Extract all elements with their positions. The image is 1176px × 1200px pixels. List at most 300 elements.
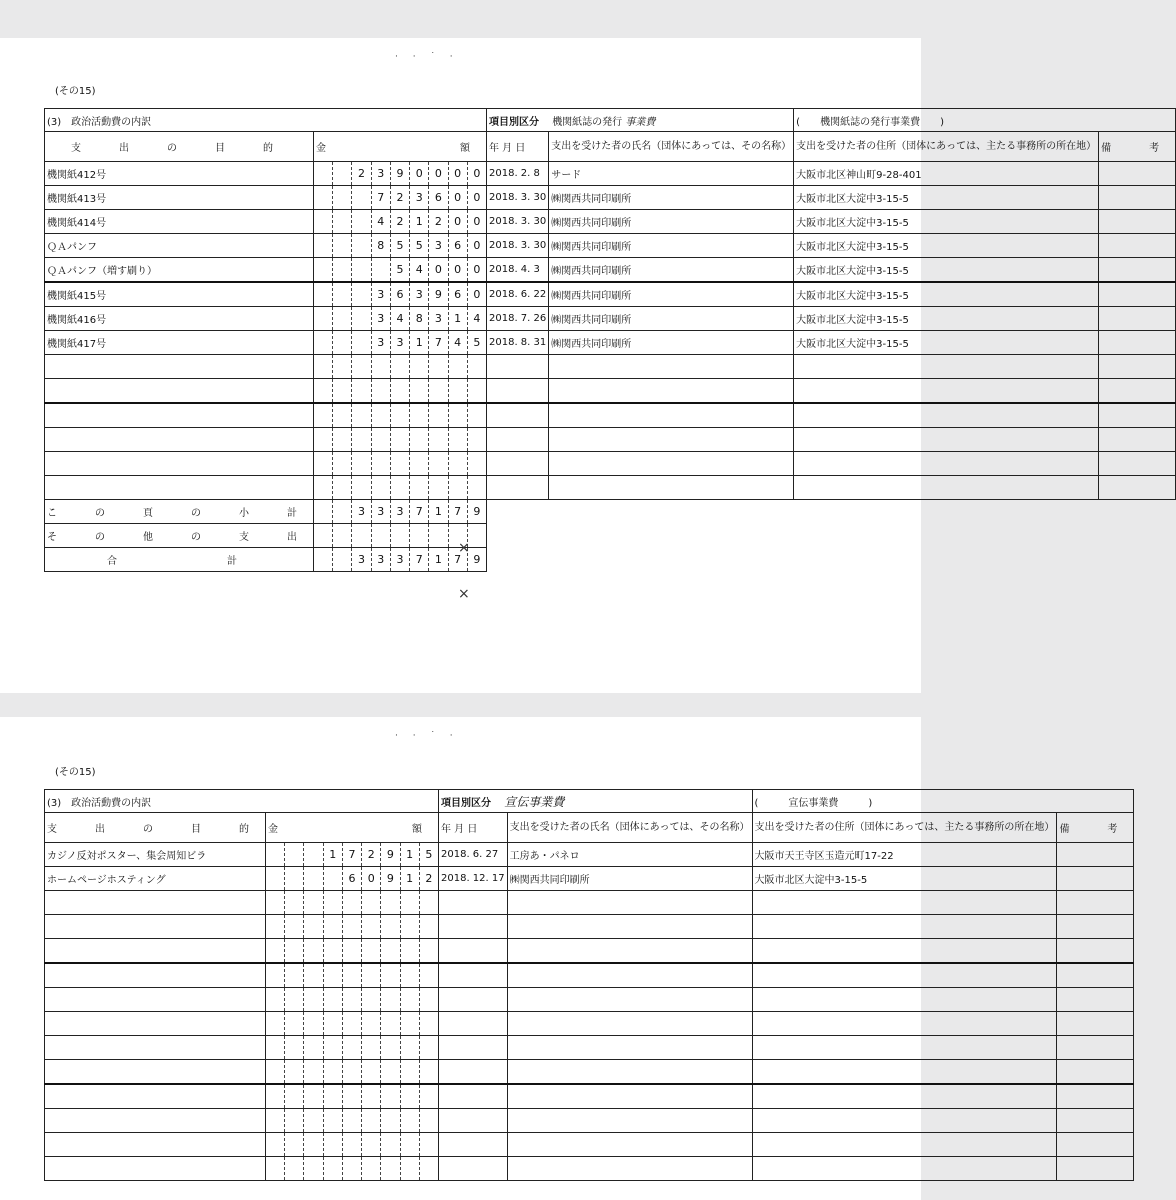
remarks-cell (1057, 939, 1134, 964)
remarks-cell (1099, 428, 1176, 452)
digit-box: 0 (467, 210, 486, 233)
digit-box (266, 1060, 284, 1083)
digit-box (314, 379, 332, 402)
purpose-cell (45, 1133, 266, 1157)
date-cell (487, 403, 549, 428)
payee-cell: 工房あ・パネロ (507, 843, 752, 867)
remarks-cell (1057, 1109, 1134, 1133)
form-page-2 (0, 717, 1132, 1200)
digit-box (266, 939, 284, 962)
amount-cell (266, 1060, 439, 1085)
purpose-cell (45, 1012, 266, 1036)
payee-cell: ㈱関西共同印刷所 (549, 258, 794, 283)
amount-digits (314, 452, 486, 475)
digit-box: 9 (390, 162, 409, 185)
digit-box (351, 234, 370, 257)
category-paren: ( 宣伝事業費 ) (752, 790, 1134, 813)
purpose-cell: ＱＡパンフ (45, 234, 314, 258)
digit-box (266, 1012, 284, 1035)
digit-box (342, 891, 361, 914)
digit-box: 6 (390, 283, 409, 306)
remarks-cell (1057, 1036, 1134, 1060)
amount-cell (266, 1036, 439, 1060)
digit-box (314, 548, 332, 571)
purpose-cell (45, 1060, 266, 1085)
payee-cell (507, 988, 752, 1012)
date-cell (439, 891, 508, 915)
remarks-cell (1057, 1133, 1134, 1157)
date-cell: 2018. 8. 31 (487, 331, 549, 355)
table-row (45, 476, 1176, 500)
digit-box: 1 (428, 548, 447, 571)
digit-box (323, 1085, 342, 1108)
digit-box: 1 (323, 843, 342, 866)
remarks-cell (1099, 331, 1176, 355)
payee-cell (507, 915, 752, 939)
digit-box (284, 964, 303, 987)
date-cell: 2018. 3. 30 (487, 210, 549, 234)
total-row (45, 548, 1176, 572)
table-row (45, 307, 1176, 331)
amount-cell (266, 939, 439, 964)
digit-box (332, 524, 351, 547)
amount-cell (314, 355, 487, 379)
digit-box (323, 891, 342, 914)
payee-cell (507, 891, 752, 915)
date-cell (439, 1060, 508, 1085)
purpose-cell: 機関紙416号 (45, 307, 314, 331)
digit-box: 4 (390, 307, 409, 330)
category-cell (439, 790, 753, 813)
digit-box (303, 891, 322, 914)
digit-box (400, 915, 419, 938)
digit-box: 0 (409, 162, 428, 185)
digit-box (284, 1060, 303, 1083)
digit-box (332, 476, 351, 499)
amount-cell (314, 452, 487, 476)
amount-digits (266, 1012, 438, 1035)
digit-box (428, 476, 447, 499)
header-address: 支出を受けた者の住所（団体にあっては、主たる事務所の所在地） (794, 132, 1099, 162)
digit-box (342, 1060, 361, 1083)
amount-digits (314, 283, 486, 306)
address-cell (794, 476, 1099, 500)
amount-cell (266, 1133, 439, 1157)
digit-box (284, 1109, 303, 1132)
remarks-cell (1099, 355, 1176, 379)
summary-label: 合 計 (45, 548, 314, 572)
digit-box: 8 (409, 307, 428, 330)
amount-cell (266, 1084, 439, 1109)
date-cell: 2018. 4. 3 (487, 258, 549, 283)
purpose-cell (45, 452, 314, 476)
amount-digits (266, 939, 438, 962)
digit-box: 1 (428, 500, 447, 523)
digit-box: 3 (390, 331, 409, 354)
address-cell (752, 1157, 1057, 1181)
digit-box (390, 524, 409, 547)
digit-box (284, 1157, 303, 1180)
purpose-cell (45, 939, 266, 964)
digit-box: 5 (409, 234, 428, 257)
table-row (45, 843, 1134, 867)
payee-cell (549, 476, 794, 500)
digit-box (400, 1085, 419, 1108)
header-purpose: 支 出 の 目 的 (45, 132, 314, 162)
remarks-cell (1057, 843, 1134, 867)
digit-box: 6 (342, 867, 361, 890)
amount-cell (266, 867, 439, 891)
x-mark: × (458, 540, 470, 556)
digit-box (342, 1036, 361, 1059)
purpose-cell: 機関紙412号 (45, 162, 314, 186)
digit-box (400, 964, 419, 987)
expense-table-1 (44, 108, 1176, 572)
table-row (45, 1084, 1134, 1109)
digit-box (371, 428, 390, 451)
digit-box (419, 1060, 438, 1083)
digit-box (266, 1133, 284, 1156)
amount-cell (314, 307, 487, 331)
digit-box (266, 1157, 284, 1180)
category-cell (487, 109, 794, 132)
digit-box (332, 331, 351, 354)
date-cell (487, 355, 549, 379)
digit-box (361, 939, 380, 962)
amount-cell (314, 210, 487, 234)
digit-box (323, 867, 342, 890)
digit-box: 4 (409, 258, 428, 281)
digit-box (419, 964, 438, 987)
digit-box: 0 (467, 258, 486, 281)
category-handwritten: 事業費 (625, 116, 656, 128)
digit-box (419, 1157, 438, 1180)
digit-box (351, 524, 370, 547)
category-handwritten: 宣伝事業費 (504, 794, 565, 809)
digit-box (323, 1060, 342, 1083)
amount-cell (314, 234, 487, 258)
purpose-cell (45, 891, 266, 915)
digit-box (303, 1012, 322, 1035)
remarks-cell (1099, 210, 1176, 234)
digit-box (266, 891, 284, 914)
digit-box (284, 1133, 303, 1156)
date-cell (439, 1036, 508, 1060)
digit-box: 9 (428, 283, 447, 306)
digit-box (303, 988, 322, 1011)
purpose-cell (45, 379, 314, 404)
header-date: 年 月 日 (439, 813, 508, 843)
digit-box: 7 (409, 500, 428, 523)
table-row (45, 915, 1134, 939)
digit-box: 3 (371, 307, 390, 330)
digit-box (448, 476, 467, 499)
digit-box (380, 939, 399, 962)
digit-box: 2 (390, 186, 409, 209)
address-cell: 大阪市北区大淀中3-15-5 (794, 307, 1099, 331)
digit-box (419, 988, 438, 1011)
remarks-cell (1099, 476, 1176, 500)
digit-box (380, 1109, 399, 1132)
digit-box (332, 548, 351, 571)
remarks-cell (1099, 234, 1176, 258)
date-cell: 2018. 7. 26 (487, 307, 549, 331)
remarks-cell (1057, 867, 1134, 891)
header-amount: 金 額 (314, 132, 487, 162)
payee-cell (507, 939, 752, 964)
digit-box (314, 331, 332, 354)
digit-box (428, 524, 447, 547)
payee-cell (549, 403, 794, 428)
digit-box (409, 404, 428, 427)
digit-box: 9 (380, 867, 399, 890)
payee-cell (549, 452, 794, 476)
digit-box (371, 476, 390, 499)
purpose-cell: ＱＡパンフ（増す刷り） (45, 258, 314, 283)
header-date: 年 月 日 (487, 132, 549, 162)
digit-box (314, 452, 332, 475)
table-row (45, 1133, 1134, 1157)
digit-box (419, 939, 438, 962)
scan-specks: · · ˙ · (395, 52, 459, 62)
digit-box (342, 915, 361, 938)
address-cell (794, 355, 1099, 379)
amount-cell (266, 891, 439, 915)
date-cell (439, 939, 508, 964)
digit-box (419, 1036, 438, 1059)
date-cell (439, 963, 508, 988)
amount-digits (266, 964, 438, 987)
digit-box (390, 379, 409, 402)
digit-box (284, 1085, 303, 1108)
digit-box (409, 379, 428, 402)
payee-cell: ㈱関西共同印刷所 (549, 307, 794, 331)
digit-box (390, 428, 409, 451)
digit-box (371, 452, 390, 475)
digit-box (380, 988, 399, 1011)
digit-box (342, 1012, 361, 1035)
digit-box (314, 234, 332, 257)
digit-box: 3 (371, 283, 390, 306)
digit-box (342, 1157, 361, 1180)
address-cell (752, 891, 1057, 915)
remarks-cell (1099, 186, 1176, 210)
purpose-cell (45, 1084, 266, 1109)
digit-box (380, 1012, 399, 1035)
remarks-cell (1057, 988, 1134, 1012)
amount-digits (314, 500, 486, 523)
digit-box: 6 (448, 234, 467, 257)
amount-cell (314, 258, 487, 283)
digit-box (332, 404, 351, 427)
date-cell (439, 1012, 508, 1036)
payee-cell: ㈱関西共同印刷所 (549, 210, 794, 234)
date-cell (439, 1157, 508, 1181)
digit-box (419, 1085, 438, 1108)
digit-box: 5 (390, 258, 409, 281)
digit-box: 2 (419, 867, 438, 890)
digit-box (303, 867, 322, 890)
digit-box (266, 843, 284, 866)
digit-box (400, 1157, 419, 1180)
digit-box (448, 428, 467, 451)
table-row (45, 282, 1176, 307)
amount-cell (266, 843, 439, 867)
digit-box (323, 1157, 342, 1180)
digit-box (419, 891, 438, 914)
amount-digits (314, 379, 486, 402)
digit-box (448, 452, 467, 475)
digit-box: 7 (409, 548, 428, 571)
table-row (45, 331, 1176, 355)
digit-box (332, 379, 351, 402)
digit-box (351, 404, 370, 427)
purpose-cell: カジノ反対ポスター、集会周知ビラ (45, 843, 266, 867)
scan-specks: · · ˙ · (395, 731, 459, 741)
address-cell (752, 1036, 1057, 1060)
address-cell: 大阪市北区大淀中3-15-5 (794, 331, 1099, 355)
page-number-label: (その15) (55, 86, 96, 97)
digit-box (332, 234, 351, 257)
digit-box (332, 355, 351, 378)
amount-cell (314, 186, 487, 210)
other-row (45, 524, 1176, 548)
digit-box (266, 1085, 284, 1108)
table-row (45, 162, 1176, 186)
digit-box (284, 843, 303, 866)
payee-cell: ㈱関西共同印刷所 (549, 234, 794, 258)
purpose-cell (45, 428, 314, 452)
remarks-cell (1099, 403, 1176, 428)
amount-digits (314, 258, 486, 281)
amount-digits (314, 307, 486, 330)
digit-box (314, 283, 332, 306)
address-cell (794, 403, 1099, 428)
payee-cell: ㈱関西共同印刷所 (549, 331, 794, 355)
remarks-cell (1099, 379, 1176, 404)
table-row (45, 988, 1134, 1012)
address-cell (752, 1109, 1057, 1133)
table-row (45, 867, 1134, 891)
table-row (45, 1109, 1134, 1133)
digit-box (314, 476, 332, 499)
digit-box (323, 939, 342, 962)
digit-box (361, 964, 380, 987)
digit-box (342, 1109, 361, 1132)
digit-box (351, 452, 370, 475)
digit-box (351, 355, 370, 378)
form-page-1 (0, 38, 1174, 693)
digit-box: 3 (351, 500, 370, 523)
digit-box: 2 (428, 210, 447, 233)
digit-box (303, 939, 322, 962)
section-title: (3) 政治活動費の内訳 (45, 790, 439, 813)
digit-box (361, 1157, 380, 1180)
table-row (45, 210, 1176, 234)
amount-digits (266, 1157, 438, 1180)
payee-cell (507, 1157, 752, 1181)
amount-digits (314, 428, 486, 451)
digit-box (351, 428, 370, 451)
digit-box (332, 283, 351, 306)
digit-box (361, 1133, 380, 1156)
address-cell (752, 939, 1057, 964)
amount-cell (266, 1157, 439, 1181)
digit-box (371, 379, 390, 402)
digit-box (361, 1036, 380, 1059)
amount-cell (314, 428, 487, 452)
address-cell (752, 988, 1057, 1012)
purpose-cell (45, 988, 266, 1012)
digit-box (428, 428, 447, 451)
digit-box (409, 476, 428, 499)
table-row (45, 403, 1176, 428)
digit-box: 3 (390, 500, 409, 523)
digit-box (314, 355, 332, 378)
digit-box (467, 476, 486, 499)
x-mark: × (458, 586, 470, 602)
digit-box: 7 (428, 331, 447, 354)
remarks-cell (1057, 963, 1134, 988)
digit-box (390, 404, 409, 427)
digit-box: 7 (448, 548, 467, 571)
table-row (45, 379, 1176, 404)
digit-box: 0 (448, 258, 467, 281)
digit-box (351, 258, 370, 281)
digit-box (323, 1109, 342, 1132)
digit-box (351, 186, 370, 209)
digit-box (467, 404, 486, 427)
digit-box: 4 (371, 210, 390, 233)
remarks-cell (1057, 891, 1134, 915)
date-cell (439, 1109, 508, 1133)
remarks-cell (1057, 1157, 1134, 1181)
digit-box (332, 186, 351, 209)
amount-cell (314, 162, 487, 186)
digit-box (419, 1133, 438, 1156)
amount-cell (314, 403, 487, 428)
purpose-cell (45, 963, 266, 988)
digit-box: 1 (400, 843, 419, 866)
remarks-cell (1099, 282, 1176, 307)
digit-box (314, 258, 332, 281)
address-cell (752, 915, 1057, 939)
digit-box (332, 210, 351, 233)
payee-cell: ㈱関西共同印刷所 (507, 867, 752, 891)
amount-cell (314, 331, 487, 355)
digit-box (314, 162, 332, 185)
digit-box (342, 988, 361, 1011)
digit-box: 5 (467, 331, 486, 354)
amount-digits (314, 234, 486, 257)
digit-box: 1 (400, 867, 419, 890)
payee-cell: ㈱関西共同印刷所 (549, 282, 794, 307)
digit-box: 8 (371, 234, 390, 257)
digit-box (361, 1012, 380, 1035)
date-cell: 2018. 6. 27 (439, 843, 508, 867)
header-address: 支出を受けた者の住所（団体にあっては、主たる事務所の所在地） (752, 813, 1057, 843)
digit-box: 3 (390, 548, 409, 571)
amount-digits (266, 1133, 438, 1156)
address-cell: 大阪市天王寺区玉造元町17-22 (752, 843, 1057, 867)
date-cell: 2018. 6. 22 (487, 282, 549, 307)
digit-box (448, 355, 467, 378)
digit-box: 9 (467, 548, 486, 571)
digit-box (351, 379, 370, 402)
digit-box (303, 1085, 322, 1108)
digit-box (303, 1157, 322, 1180)
digit-box: 1 (409, 331, 428, 354)
